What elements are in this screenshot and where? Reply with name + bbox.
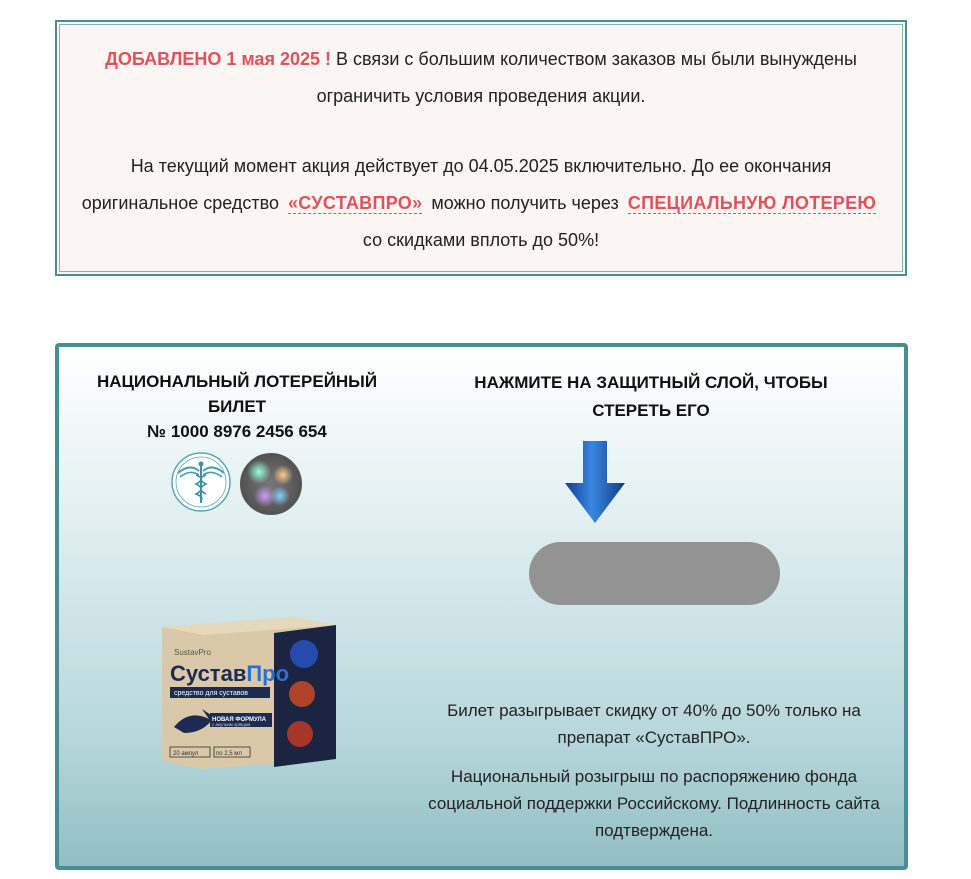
notice-paragraph-2: [57, 148, 905, 259]
info-discount-text: Билет разыгрывает скидку от 40% до 50% только на препарат «СуставПРО».: [447, 701, 861, 747]
notice-text-4: со скидками вплоть до 50%!: [362, 230, 600, 250]
ticket-title-line1: НАЦИОНАЛЬНЫЙ ЛОТЕРЕЙНЫЙ: [96, 372, 378, 391]
scratch-layer-button[interactable]: [529, 542, 780, 605]
product-brand-a: Сустав: [170, 661, 247, 686]
ticket-number: № 1000 8976 2456 654: [147, 422, 327, 441]
lottery-link[interactable]: СПЕЦИАЛЬНУЮ ЛОТЕРЕЮ: [627, 193, 877, 213]
product-formula-1: НОВАЯ ФОРМУЛА: [212, 717, 267, 723]
notice-text-1: В связи с большим количеством заказов мы были вынуждены ограничить условия проведения акции.: [316, 49, 857, 106]
product-link[interactable]: «СУСТАВПРО»: [287, 193, 423, 213]
added-date-label: ДОБАВЛЕНО 1 мая 2025 !: [105, 49, 331, 69]
product-volume: по 2,5 мл: [216, 751, 242, 757]
notice-paragraph-1: [57, 41, 905, 115]
product-brand-small: SustavPro: [174, 648, 211, 657]
arrow-down-icon: [564, 441, 626, 525]
hologram-seal-icon: [240, 453, 302, 515]
notice-text-2: На текущий момент акция действует до 04.05.2025 включительно. До ее окончания оригинальное средство: [81, 156, 832, 213]
product-formula-2: с акульим хрящом: [212, 722, 251, 727]
product-brand-name: [170, 661, 289, 686]
ticket-title-line2: БИЛЕТ: [207, 397, 267, 416]
product-ampoules: 20 ампул: [173, 751, 199, 757]
info-authenticity-text: Национальный розыгрыш по распоряжению фонда социальной поддержки Российскому. Подлинность сайта подтверждена.: [428, 767, 880, 840]
product-box-image: [154, 609, 336, 769]
promo-notice: [55, 20, 907, 276]
product-subtitle: средство для суставов: [174, 690, 248, 697]
ticket-title: [79, 369, 395, 444]
scratch-instruction: НАЖМИТЕ НА ЗАЩИТНЫЙ СЛОЙ, ЧТОБЫ СТЕРЕТЬ ЕГО: [474, 373, 828, 420]
caduceus-seal-icon: [170, 451, 232, 513]
notice-text-3: можно получить через: [431, 193, 619, 213]
product-brand-b: Про: [246, 661, 290, 686]
